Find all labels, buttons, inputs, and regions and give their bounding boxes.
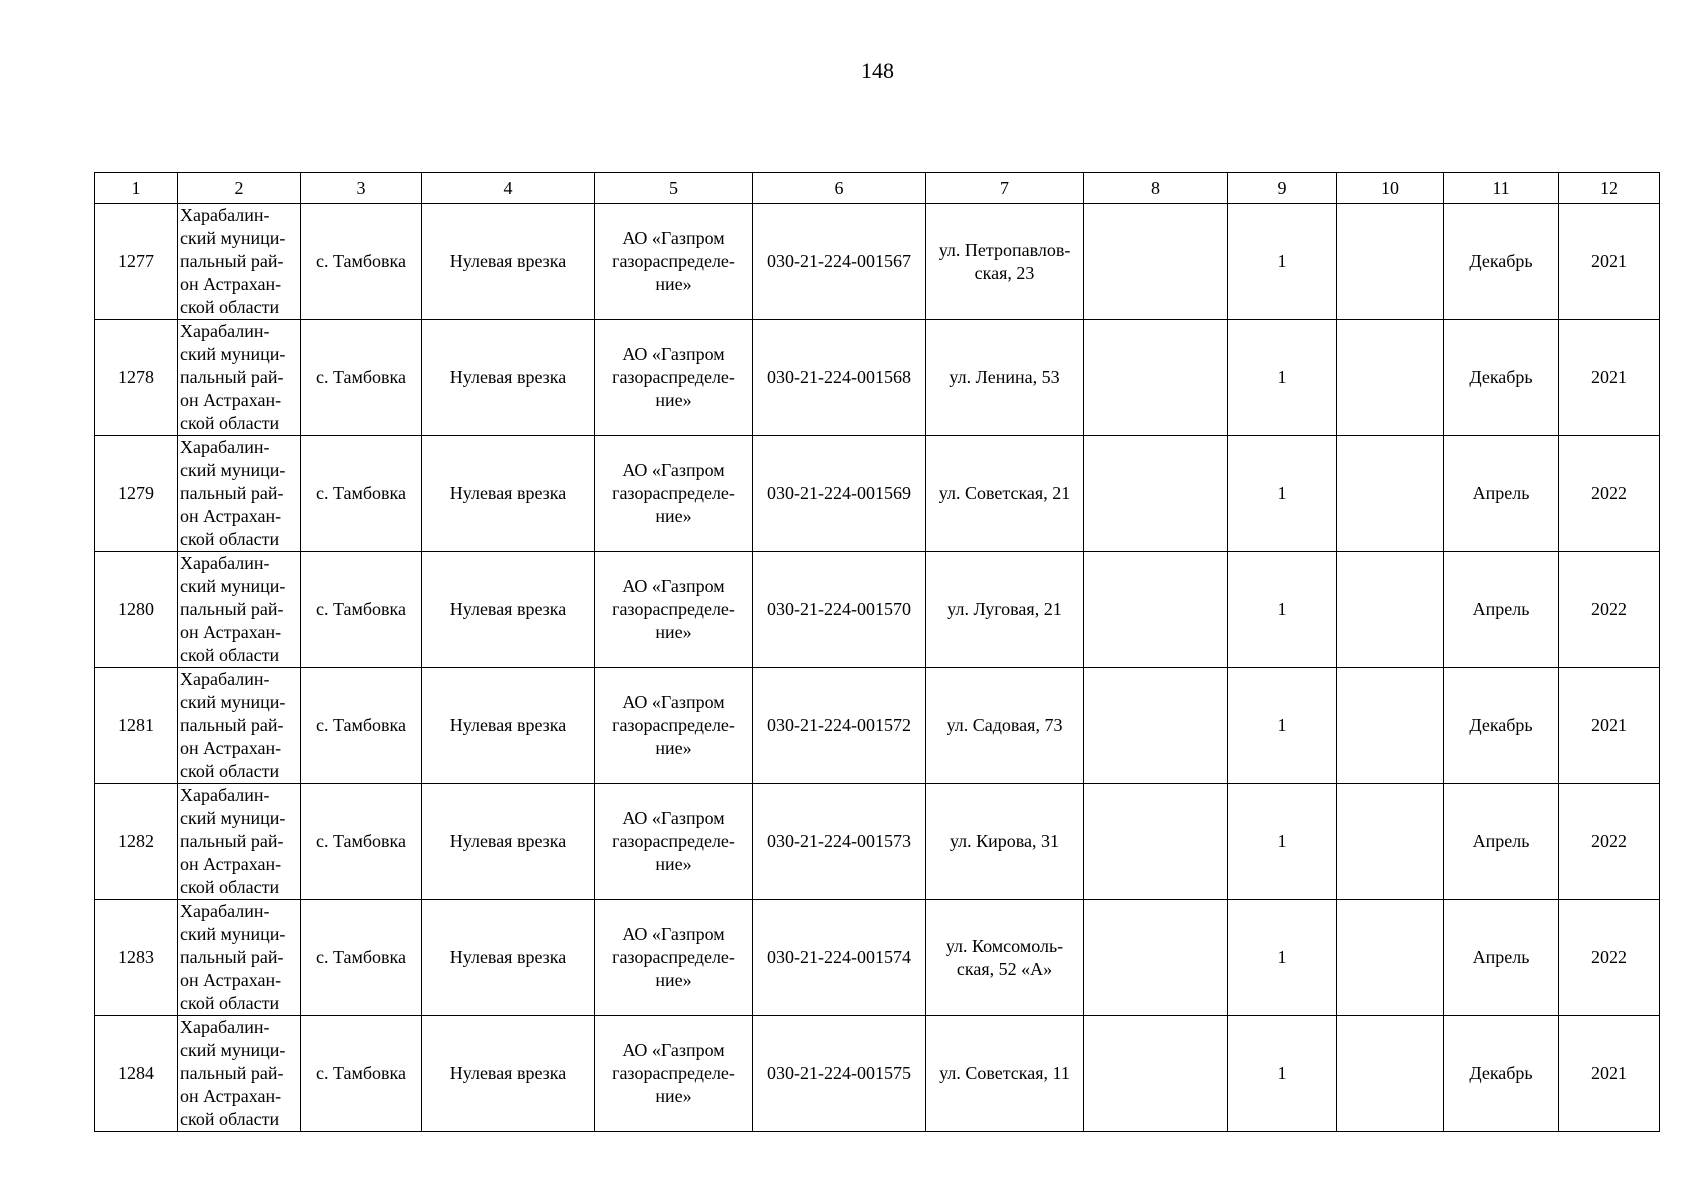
organization-cell bbox=[595, 784, 753, 900]
column-8-cell bbox=[1084, 320, 1228, 436]
column-8-cell bbox=[1084, 668, 1228, 784]
organization-cell-line: газораспределе- bbox=[612, 831, 735, 851]
locality-cell: с. Тамбовка bbox=[301, 204, 422, 320]
organization-cell bbox=[595, 320, 753, 436]
district-cell-line: он Астрахан- bbox=[180, 854, 282, 874]
district-cell-line: ский муници- bbox=[180, 692, 286, 712]
district-cell bbox=[178, 552, 301, 668]
row-number-cell: 1277 bbox=[95, 204, 178, 320]
district-cell-line: ской области bbox=[180, 645, 280, 665]
column-8-cell bbox=[1084, 552, 1228, 668]
organization-cell-line: АО «Газпром bbox=[622, 808, 725, 828]
district-cell-line: Харабалин- bbox=[180, 901, 270, 921]
column-8-cell bbox=[1084, 436, 1228, 552]
address-cell-line: ская, 52 «А» bbox=[956, 958, 1053, 979]
year-cell: 2021 bbox=[1559, 204, 1660, 320]
column-10-cell bbox=[1337, 320, 1444, 436]
organization-cell-line: газораспределе- bbox=[612, 483, 735, 503]
quantity-cell: 1 bbox=[1228, 320, 1337, 436]
district-cell bbox=[178, 436, 301, 552]
organization-cell bbox=[595, 552, 753, 668]
column-header: 11 bbox=[1444, 173, 1559, 204]
month-cell: Апрель bbox=[1444, 784, 1559, 900]
address-cell-line: ул. Ленина, 53 bbox=[949, 367, 1060, 387]
address-cell bbox=[926, 900, 1084, 1016]
district-cell-line: ской области bbox=[180, 761, 280, 781]
district-cell-line: ской области bbox=[180, 297, 280, 317]
column-header: 12 bbox=[1559, 173, 1660, 204]
district-cell-line: ский муници- bbox=[180, 1040, 286, 1060]
organization-cell-line: газораспределе- bbox=[612, 367, 735, 387]
district-cell-line: ский муници- bbox=[180, 460, 286, 480]
column-header: 2 bbox=[178, 173, 301, 204]
organization-cell-line: ние» bbox=[655, 622, 692, 642]
organization-cell-line: АО «Газпром bbox=[622, 576, 725, 596]
organization-cell bbox=[595, 668, 753, 784]
address-cell bbox=[926, 784, 1084, 900]
organization-cell-line: АО «Газпром bbox=[622, 692, 725, 712]
work-type-cell: Нулевая врезка bbox=[422, 1016, 595, 1132]
column-8-cell bbox=[1084, 784, 1228, 900]
table-row bbox=[95, 1016, 1660, 1132]
district-cell-line: ский муници- bbox=[180, 808, 286, 828]
organization-cell-line: ние» bbox=[655, 390, 692, 410]
column-10-cell bbox=[1337, 668, 1444, 784]
table-row bbox=[95, 436, 1660, 552]
organization-cell-line: АО «Газпром bbox=[622, 460, 725, 480]
work-type-cell: Нулевая врезка bbox=[422, 668, 595, 784]
table-row bbox=[95, 204, 1660, 320]
district-cell-line: пальный рай- bbox=[180, 599, 284, 619]
column-header: 6 bbox=[753, 173, 926, 204]
work-type-cell: Нулевая врезка bbox=[422, 900, 595, 1016]
organization-cell-line: газораспределе- bbox=[612, 947, 735, 967]
month-cell: Апрель bbox=[1444, 552, 1559, 668]
locality-cell: с. Тамбовка bbox=[301, 436, 422, 552]
organization-cell-line: ние» bbox=[655, 738, 692, 758]
year-cell: 2021 bbox=[1559, 668, 1660, 784]
organization-cell bbox=[595, 900, 753, 1016]
table-row bbox=[95, 552, 1660, 668]
address-cell-line: ул. Кирова, 31 bbox=[949, 831, 1060, 851]
month-cell: Апрель bbox=[1444, 900, 1559, 1016]
column-header: 5 bbox=[595, 173, 753, 204]
row-number-cell: 1283 bbox=[95, 900, 178, 1016]
column-header: 4 bbox=[422, 173, 595, 204]
work-type-cell: Нулевая врезка bbox=[422, 320, 595, 436]
row-number-cell: 1279 bbox=[95, 436, 178, 552]
organization-cell-line: АО «Газпром bbox=[622, 1040, 725, 1060]
month-cell: Декабрь bbox=[1444, 204, 1559, 320]
district-cell-line: Харабалин- bbox=[180, 321, 270, 341]
object-code-cell: 030-21-224-001574 bbox=[753, 900, 926, 1016]
month-cell: Апрель bbox=[1444, 436, 1559, 552]
district-cell-line: пальный рай- bbox=[180, 367, 284, 387]
row-number-cell: 1281 bbox=[95, 668, 178, 784]
district-cell-line: он Астрахан- bbox=[180, 274, 282, 294]
district-cell-line: пальный рай- bbox=[180, 715, 284, 735]
row-number-cell: 1282 bbox=[95, 784, 178, 900]
table-row bbox=[95, 320, 1660, 436]
organization-cell-line: газораспределе- bbox=[612, 715, 735, 735]
district-cell-line: пальный рай- bbox=[180, 251, 284, 271]
column-header: 1 bbox=[95, 173, 178, 204]
district-cell-line: Харабалин- bbox=[180, 205, 270, 225]
work-type-cell: Нулевая врезка bbox=[422, 784, 595, 900]
column-10-cell bbox=[1337, 204, 1444, 320]
district-cell-line: он Астрахан- bbox=[180, 1086, 282, 1106]
organization-cell-line: АО «Газпром bbox=[622, 344, 725, 364]
organization-cell-line: ние» bbox=[655, 970, 692, 990]
address-cell-line: ул. Луговая, 21 bbox=[947, 599, 1062, 619]
locality-cell: с. Тамбовка bbox=[301, 784, 422, 900]
organization-cell bbox=[595, 204, 753, 320]
table-row bbox=[95, 668, 1660, 784]
district-cell-line: пальный рай- bbox=[180, 831, 284, 851]
district-cell-line: пальный рай- bbox=[180, 483, 284, 503]
year-cell: 2021 bbox=[1559, 320, 1660, 436]
district-cell-line: ской области bbox=[180, 993, 280, 1013]
page-number: 148 bbox=[861, 58, 894, 83]
organization-cell-line: АО «Газпром bbox=[622, 228, 725, 248]
year-cell: 2022 bbox=[1559, 784, 1660, 900]
district-cell bbox=[178, 668, 301, 784]
object-code-cell: 030-21-224-001570 bbox=[753, 552, 926, 668]
address-cell-line: ул. Комсомоль- bbox=[945, 935, 1064, 956]
organization-cell-line: газораспределе- bbox=[612, 1063, 735, 1083]
locality-cell: с. Тамбовка bbox=[301, 320, 422, 436]
organization-cell-line: ние» bbox=[655, 274, 692, 294]
object-code-cell: 030-21-224-001572 bbox=[753, 668, 926, 784]
district-cell-line: Харабалин- bbox=[180, 437, 270, 457]
locality-cell: с. Тамбовка bbox=[301, 552, 422, 668]
column-header: 3 bbox=[301, 173, 422, 204]
year-cell: 2021 bbox=[1559, 1016, 1660, 1132]
locality-cell: с. Тамбовка bbox=[301, 668, 422, 784]
table-row bbox=[95, 784, 1660, 900]
address-cell bbox=[926, 1016, 1084, 1132]
address-cell-line: ул. Петропавлов- bbox=[938, 239, 1071, 260]
district-cell bbox=[178, 204, 301, 320]
column-8-cell bbox=[1084, 204, 1228, 320]
address-cell bbox=[926, 320, 1084, 436]
row-number-cell: 1278 bbox=[95, 320, 178, 436]
row-number-cell: 1280 bbox=[95, 552, 178, 668]
work-type-cell: Нулевая врезка bbox=[422, 436, 595, 552]
district-cell-line: он Астрахан- bbox=[180, 622, 282, 642]
quantity-cell: 1 bbox=[1228, 900, 1337, 1016]
quantity-cell: 1 bbox=[1228, 204, 1337, 320]
address-cell-line: ул. Садовая, 73 bbox=[946, 715, 1063, 735]
row-number-cell: 1284 bbox=[95, 1016, 178, 1132]
organization-cell-line: ние» bbox=[655, 854, 692, 874]
district-cell-line: Харабалин- bbox=[180, 1017, 270, 1037]
district-cell-line: ской области bbox=[180, 529, 280, 549]
district-cell-line: ский муници- bbox=[180, 576, 286, 596]
district-cell-line: ский муници- bbox=[180, 228, 286, 248]
address-cell-line: ул. Советская, 11 bbox=[939, 1063, 1070, 1083]
quantity-cell: 1 bbox=[1228, 552, 1337, 668]
object-code-cell: 030-21-224-001569 bbox=[753, 436, 926, 552]
locality-cell: с. Тамбовка bbox=[301, 1016, 422, 1132]
month-cell: Декабрь bbox=[1444, 320, 1559, 436]
column-header: 9 bbox=[1228, 173, 1337, 204]
object-code-cell: 030-21-224-001567 bbox=[753, 204, 926, 320]
district-cell-line: ский муници- bbox=[180, 924, 286, 944]
district-cell bbox=[178, 320, 301, 436]
district-cell-line: Харабалин- bbox=[180, 669, 270, 689]
address-cell bbox=[926, 668, 1084, 784]
column-10-cell bbox=[1337, 436, 1444, 552]
district-cell-line: Харабалин- bbox=[180, 785, 270, 805]
district-cell bbox=[178, 784, 301, 900]
object-code-cell: 030-21-224-001573 bbox=[753, 784, 926, 900]
organization-cell-line: ние» bbox=[655, 1086, 692, 1106]
district-cell-line: он Астрахан- bbox=[180, 970, 282, 990]
district-cell bbox=[178, 900, 301, 1016]
quantity-cell: 1 bbox=[1228, 668, 1337, 784]
registry-table bbox=[94, 172, 1660, 1132]
month-cell: Декабрь bbox=[1444, 668, 1559, 784]
organization-cell bbox=[595, 1016, 753, 1132]
district-cell-line: он Астрахан- bbox=[180, 506, 282, 526]
quantity-cell: 1 bbox=[1228, 784, 1337, 900]
locality-cell: с. Тамбовка bbox=[301, 900, 422, 1016]
column-8-cell bbox=[1084, 900, 1228, 1016]
column-10-cell bbox=[1337, 900, 1444, 1016]
address-cell-line: ская, 23 bbox=[974, 262, 1035, 283]
object-code-cell: 030-21-224-001568 bbox=[753, 320, 926, 436]
district-cell-line: ской области bbox=[180, 413, 280, 433]
district-cell-line: пальный рай- bbox=[180, 1063, 284, 1083]
object-code-cell: 030-21-224-001575 bbox=[753, 1016, 926, 1132]
table-row bbox=[95, 900, 1660, 1016]
district-cell-line: Харабалин- bbox=[180, 553, 270, 573]
work-type-cell: Нулевая врезка bbox=[422, 552, 595, 668]
organization-cell-line: газораспределе- bbox=[612, 251, 735, 271]
column-10-cell bbox=[1337, 784, 1444, 900]
district-cell-line: ский муници- bbox=[180, 344, 286, 364]
column-10-cell bbox=[1337, 1016, 1444, 1132]
quantity-cell: 1 bbox=[1228, 1016, 1337, 1132]
year-cell: 2022 bbox=[1559, 436, 1660, 552]
column-8-cell bbox=[1084, 1016, 1228, 1132]
district-cell bbox=[178, 1016, 301, 1132]
organization-cell-line: ние» bbox=[655, 506, 692, 526]
district-cell-line: он Астрахан- bbox=[180, 390, 282, 410]
year-cell: 2022 bbox=[1559, 900, 1660, 1016]
organization-cell-line: АО «Газпром bbox=[622, 924, 725, 944]
district-cell-line: ской области bbox=[180, 877, 280, 897]
address-cell-line: ул. Советская, 21 bbox=[938, 483, 1071, 503]
year-cell: 2022 bbox=[1559, 552, 1660, 668]
column-header: 10 bbox=[1337, 173, 1444, 204]
district-cell-line: пальный рай- bbox=[180, 947, 284, 967]
quantity-cell: 1 bbox=[1228, 436, 1337, 552]
column-header: 7 bbox=[926, 173, 1084, 204]
address-cell bbox=[926, 204, 1084, 320]
column-10-cell bbox=[1337, 552, 1444, 668]
address-cell bbox=[926, 436, 1084, 552]
organization-cell-line: газораспределе- bbox=[612, 599, 735, 619]
organization-cell bbox=[595, 436, 753, 552]
column-header: 8 bbox=[1084, 173, 1228, 204]
address-cell bbox=[926, 552, 1084, 668]
district-cell-line: он Астрахан- bbox=[180, 738, 282, 758]
work-type-cell: Нулевая врезка bbox=[422, 204, 595, 320]
district-cell-line: ской области bbox=[180, 1109, 280, 1129]
month-cell: Декабрь bbox=[1444, 1016, 1559, 1132]
header-row bbox=[95, 173, 1660, 204]
